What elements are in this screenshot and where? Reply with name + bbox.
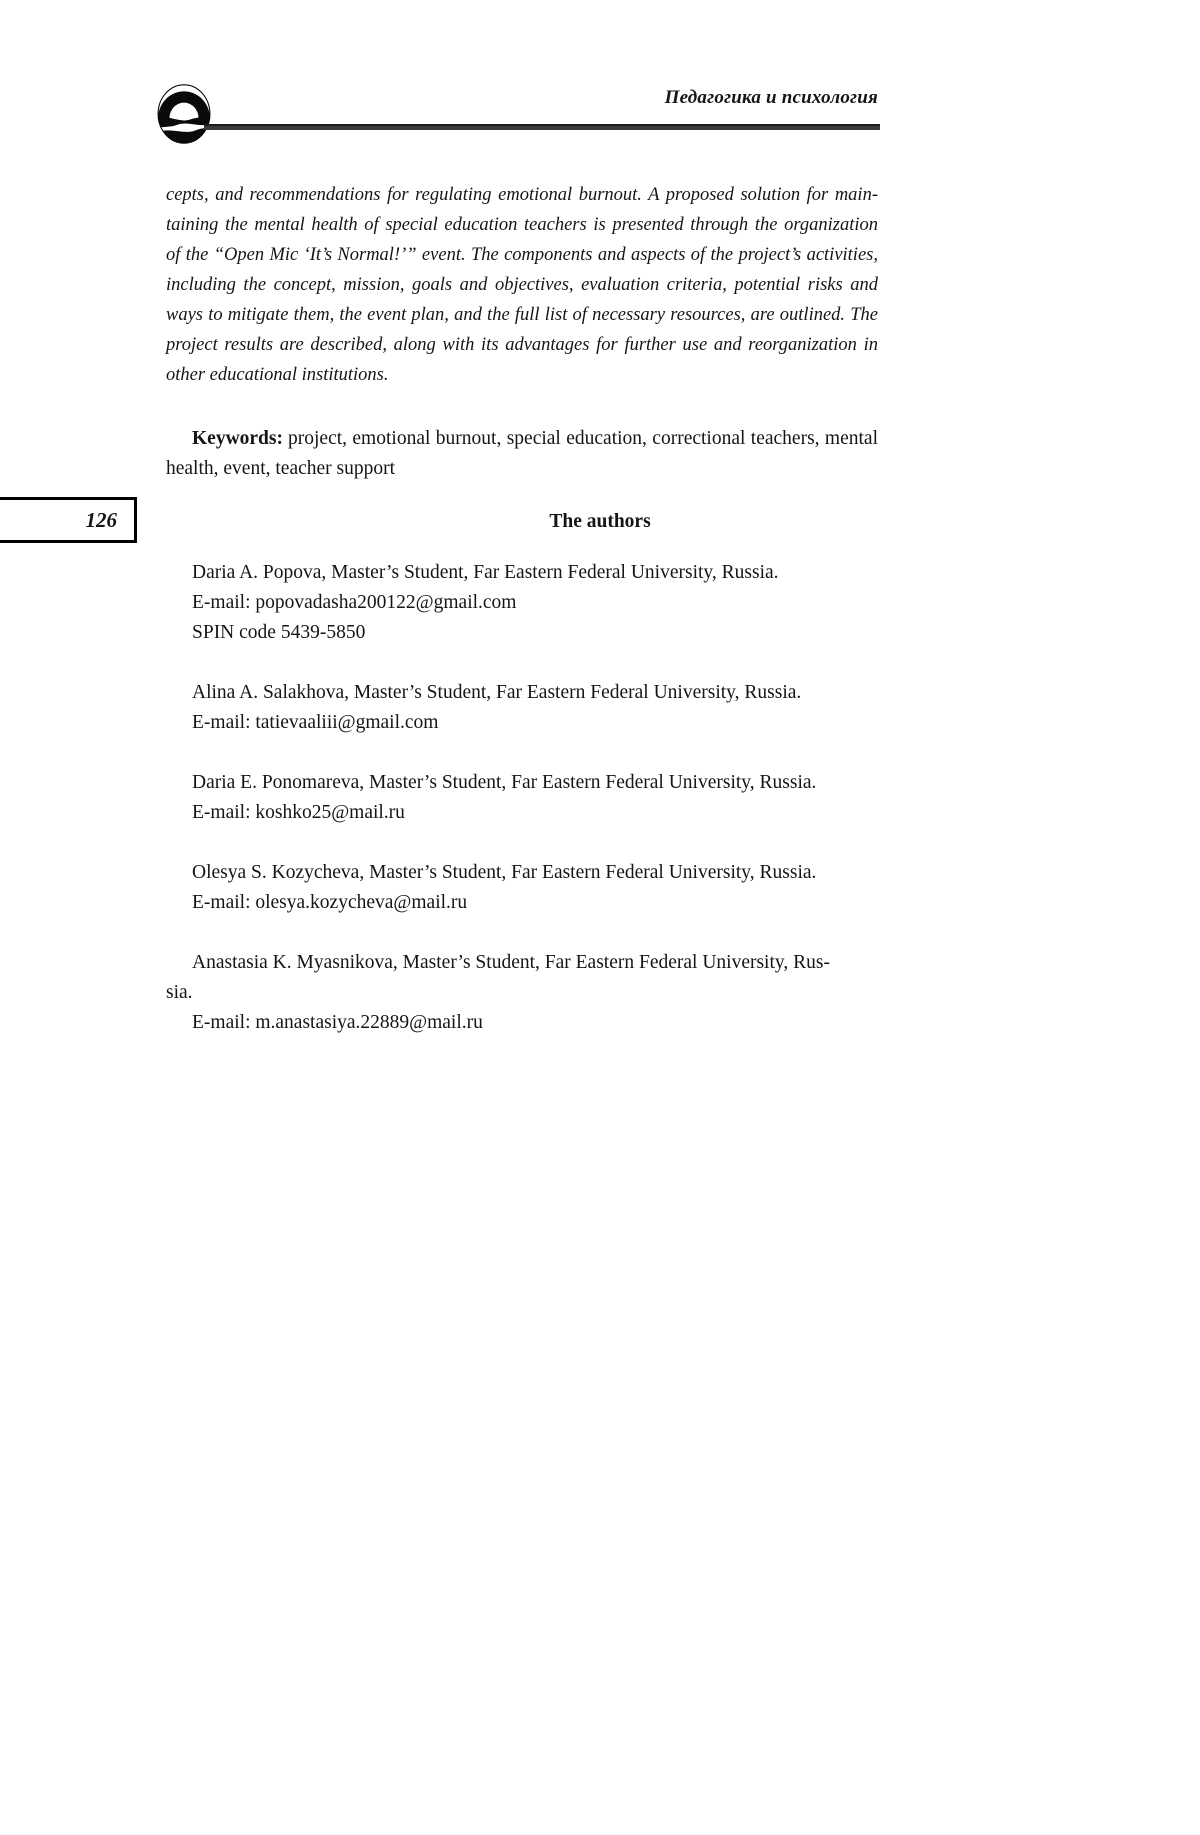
author-line: sia.	[166, 982, 193, 1003]
author-line: Alina A. Salakhova, Master’s Student, Far Eastern Federal University, Russia.	[192, 682, 802, 703]
authors-heading: The authors	[549, 511, 651, 532]
authors-list	[166, 558, 878, 1068]
author-line: E-mail: m.anastasiya.22889@mail.ru	[192, 1012, 483, 1033]
abstract-line: of the “Open Mic ‘It’s Normal!’” event. The components and aspects of the project’s activities,	[166, 245, 878, 265]
abstract-line: including the concept, mission, goals and objectives, evaluation criteria, potential risks and	[166, 275, 878, 295]
author-line: E-mail: koshko25@mail.ru	[192, 802, 405, 823]
abstract-paragraph	[166, 180, 878, 390]
author-entry	[166, 558, 878, 648]
author-entry	[166, 948, 878, 1038]
abstract-line: cepts, and recommendations for regulating emotional burnout. A proposed solution for main-	[166, 185, 878, 205]
abstract-line: project results are described, along with its advantages for further use and reorganization in	[166, 335, 878, 355]
keywords-label: Keywords:	[192, 428, 283, 449]
author-line: E-mail: tatievaaliii@gmail.com	[192, 712, 439, 733]
author-line: Daria E. Ponomareva, Master’s Student, Far Eastern Federal University, Russia.	[192, 772, 817, 793]
keywords-text: project, emotional burnout, special education, correctional teachers, mental health, event, teacher support	[166, 428, 878, 479]
abstract-line: ways to mitigate them, the event plan, and the full list of necessary resources, are outlined. The	[166, 305, 878, 325]
header-rule	[204, 124, 880, 130]
keywords-paragraph	[166, 424, 878, 484]
abstract-line: taining the mental health of special education teachers is presented through the organization	[166, 215, 878, 235]
author-line: E-mail: olesya.kozycheva@mail.ru	[192, 892, 468, 913]
journal-section-title: Педагогика и психология	[664, 87, 878, 108]
author-line: E-mail: popovadasha200122@gmail.com	[192, 592, 517, 613]
author-line: Anastasia K. Myasnikova, Master’s Student, Far Eastern Federal University, Rus-	[192, 952, 830, 973]
author-entry	[166, 768, 878, 828]
abstract-line: other educational institutions.	[166, 365, 389, 385]
author-line: Daria A. Popova, Master’s Student, Far Eastern Federal University, Russia.	[192, 562, 779, 583]
author-line: SPIN code 5439-5850	[192, 622, 366, 643]
journal-emblem-icon	[157, 83, 211, 145]
author-entry	[166, 678, 878, 738]
author-entry	[166, 858, 878, 918]
page-number: 126	[85, 507, 117, 532]
author-line: Olesya S. Kozycheva, Master’s Student, Far Eastern Federal University, Russia.	[192, 862, 817, 883]
